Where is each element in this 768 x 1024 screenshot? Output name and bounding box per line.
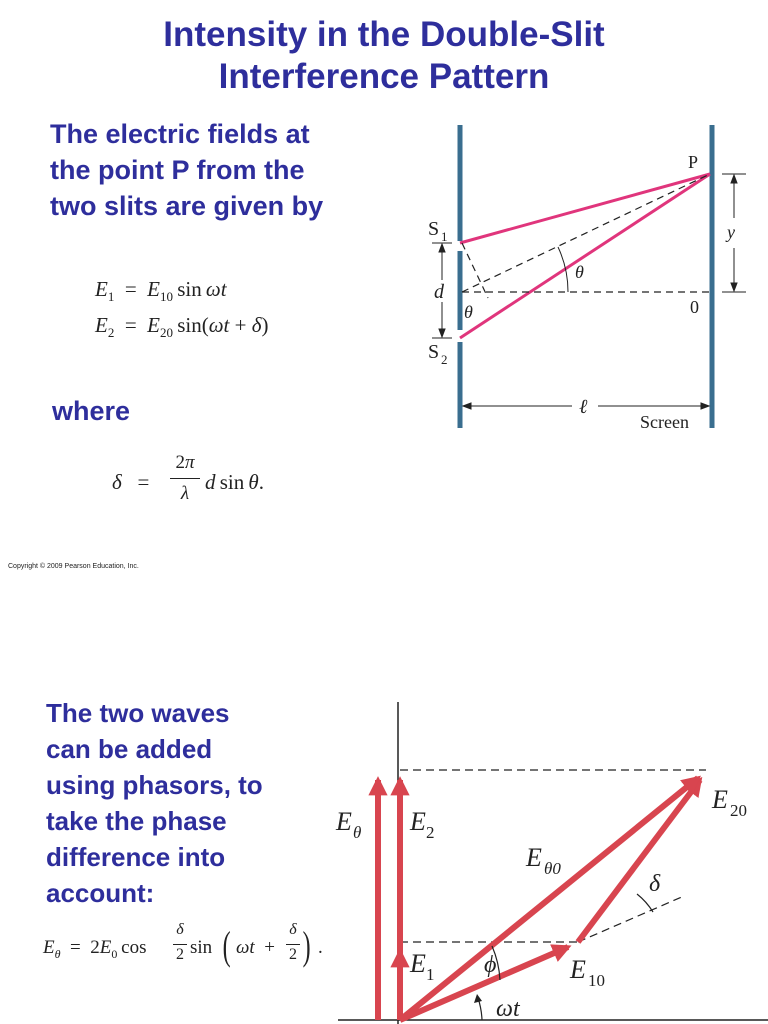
- phasor-text-line-5: difference into: [46, 842, 226, 872]
- equation-e-theta: $E_\theta = 2E_0$ cos: [43, 937, 147, 961]
- where-label: where: [52, 396, 131, 426]
- e10-sub: 10: [588, 971, 605, 990]
- e10-label: E: [570, 955, 586, 984]
- e-theta-label: E: [336, 807, 352, 836]
- intro-line-1: The electric fields at: [50, 119, 310, 149]
- e20-sub: 20: [730, 801, 747, 820]
- screen-label: Screen: [640, 412, 689, 432]
- frac2-num: δ: [289, 921, 297, 938]
- phi-label: ϕ: [484, 952, 497, 978]
- phasor-text-line-4: take the phase: [46, 806, 227, 836]
- paren-close: ): [302, 923, 311, 968]
- equation-delta-den: λ: [180, 483, 190, 504]
- e-theta0-arrow: [400, 778, 698, 1020]
- frac1-num: δ: [176, 921, 184, 938]
- delta-label: δ: [649, 871, 661, 897]
- copyright: Copyright © 2009 Pearson Education, Inc.: [8, 563, 139, 570]
- equation-e2: $E_2 = E_{20}$ sin(ωt + δ): [95, 313, 269, 341]
- phasor-text-line-6: account:: [46, 878, 155, 908]
- intro-line-2: the point P from the: [50, 155, 305, 185]
- phasor-dashed-lines: [400, 770, 706, 942]
- equation-omega-t: ωt +: [236, 937, 275, 958]
- s1-subscript: 1: [441, 229, 448, 244]
- title-line-1: Intensity in the Double-Slit: [163, 15, 605, 54]
- equation-delta-num: 2π: [175, 452, 195, 473]
- phasor-text-line-3: using phasors, to: [46, 770, 263, 800]
- frac2-den: 2: [289, 946, 297, 963]
- omega-t-arrowhead: [474, 994, 482, 1003]
- omega-t-label: ωt: [496, 996, 520, 1022]
- intro-line-3: two slits are given by: [50, 191, 324, 221]
- equation-delta-lhs: δ =: [112, 470, 150, 494]
- s2-label: S: [428, 341, 440, 363]
- e20-label: E: [712, 785, 728, 814]
- phasor-text-line-2: can be added: [46, 734, 213, 764]
- equation-e1: $E_1 = E_{10}$ sin ωt: [95, 277, 227, 305]
- e-theta0-sub: θ0: [544, 859, 561, 878]
- theta-label-upper: θ: [575, 262, 584, 282]
- e2-label: E: [410, 807, 426, 836]
- paren-open: (: [222, 923, 231, 968]
- point-p-label: P: [688, 152, 699, 172]
- s2-subscript: 2: [441, 352, 448, 367]
- equation-period: .: [318, 937, 323, 958]
- e-theta0-label: E: [526, 843, 542, 872]
- e1-sub: 1: [426, 965, 435, 984]
- ell-label: ℓ: [579, 396, 588, 418]
- equation-delta-rhs: d sin θ.: [205, 470, 264, 494]
- y-label: y: [727, 222, 735, 242]
- phasor-text-line-1: The two waves: [46, 698, 230, 728]
- theta-label-lower: θ: [464, 302, 473, 322]
- equation-sin: sin: [190, 937, 213, 958]
- title-line-2: Interference Pattern: [218, 57, 550, 96]
- s1-label: S: [428, 218, 440, 240]
- e1-label: E: [410, 949, 426, 978]
- e2-sub: 2: [426, 823, 435, 842]
- e-theta-sub: θ: [353, 823, 362, 842]
- zero-label: 0: [690, 297, 699, 317]
- frac1-den: 2: [176, 946, 184, 963]
- d-label: d: [434, 281, 444, 303]
